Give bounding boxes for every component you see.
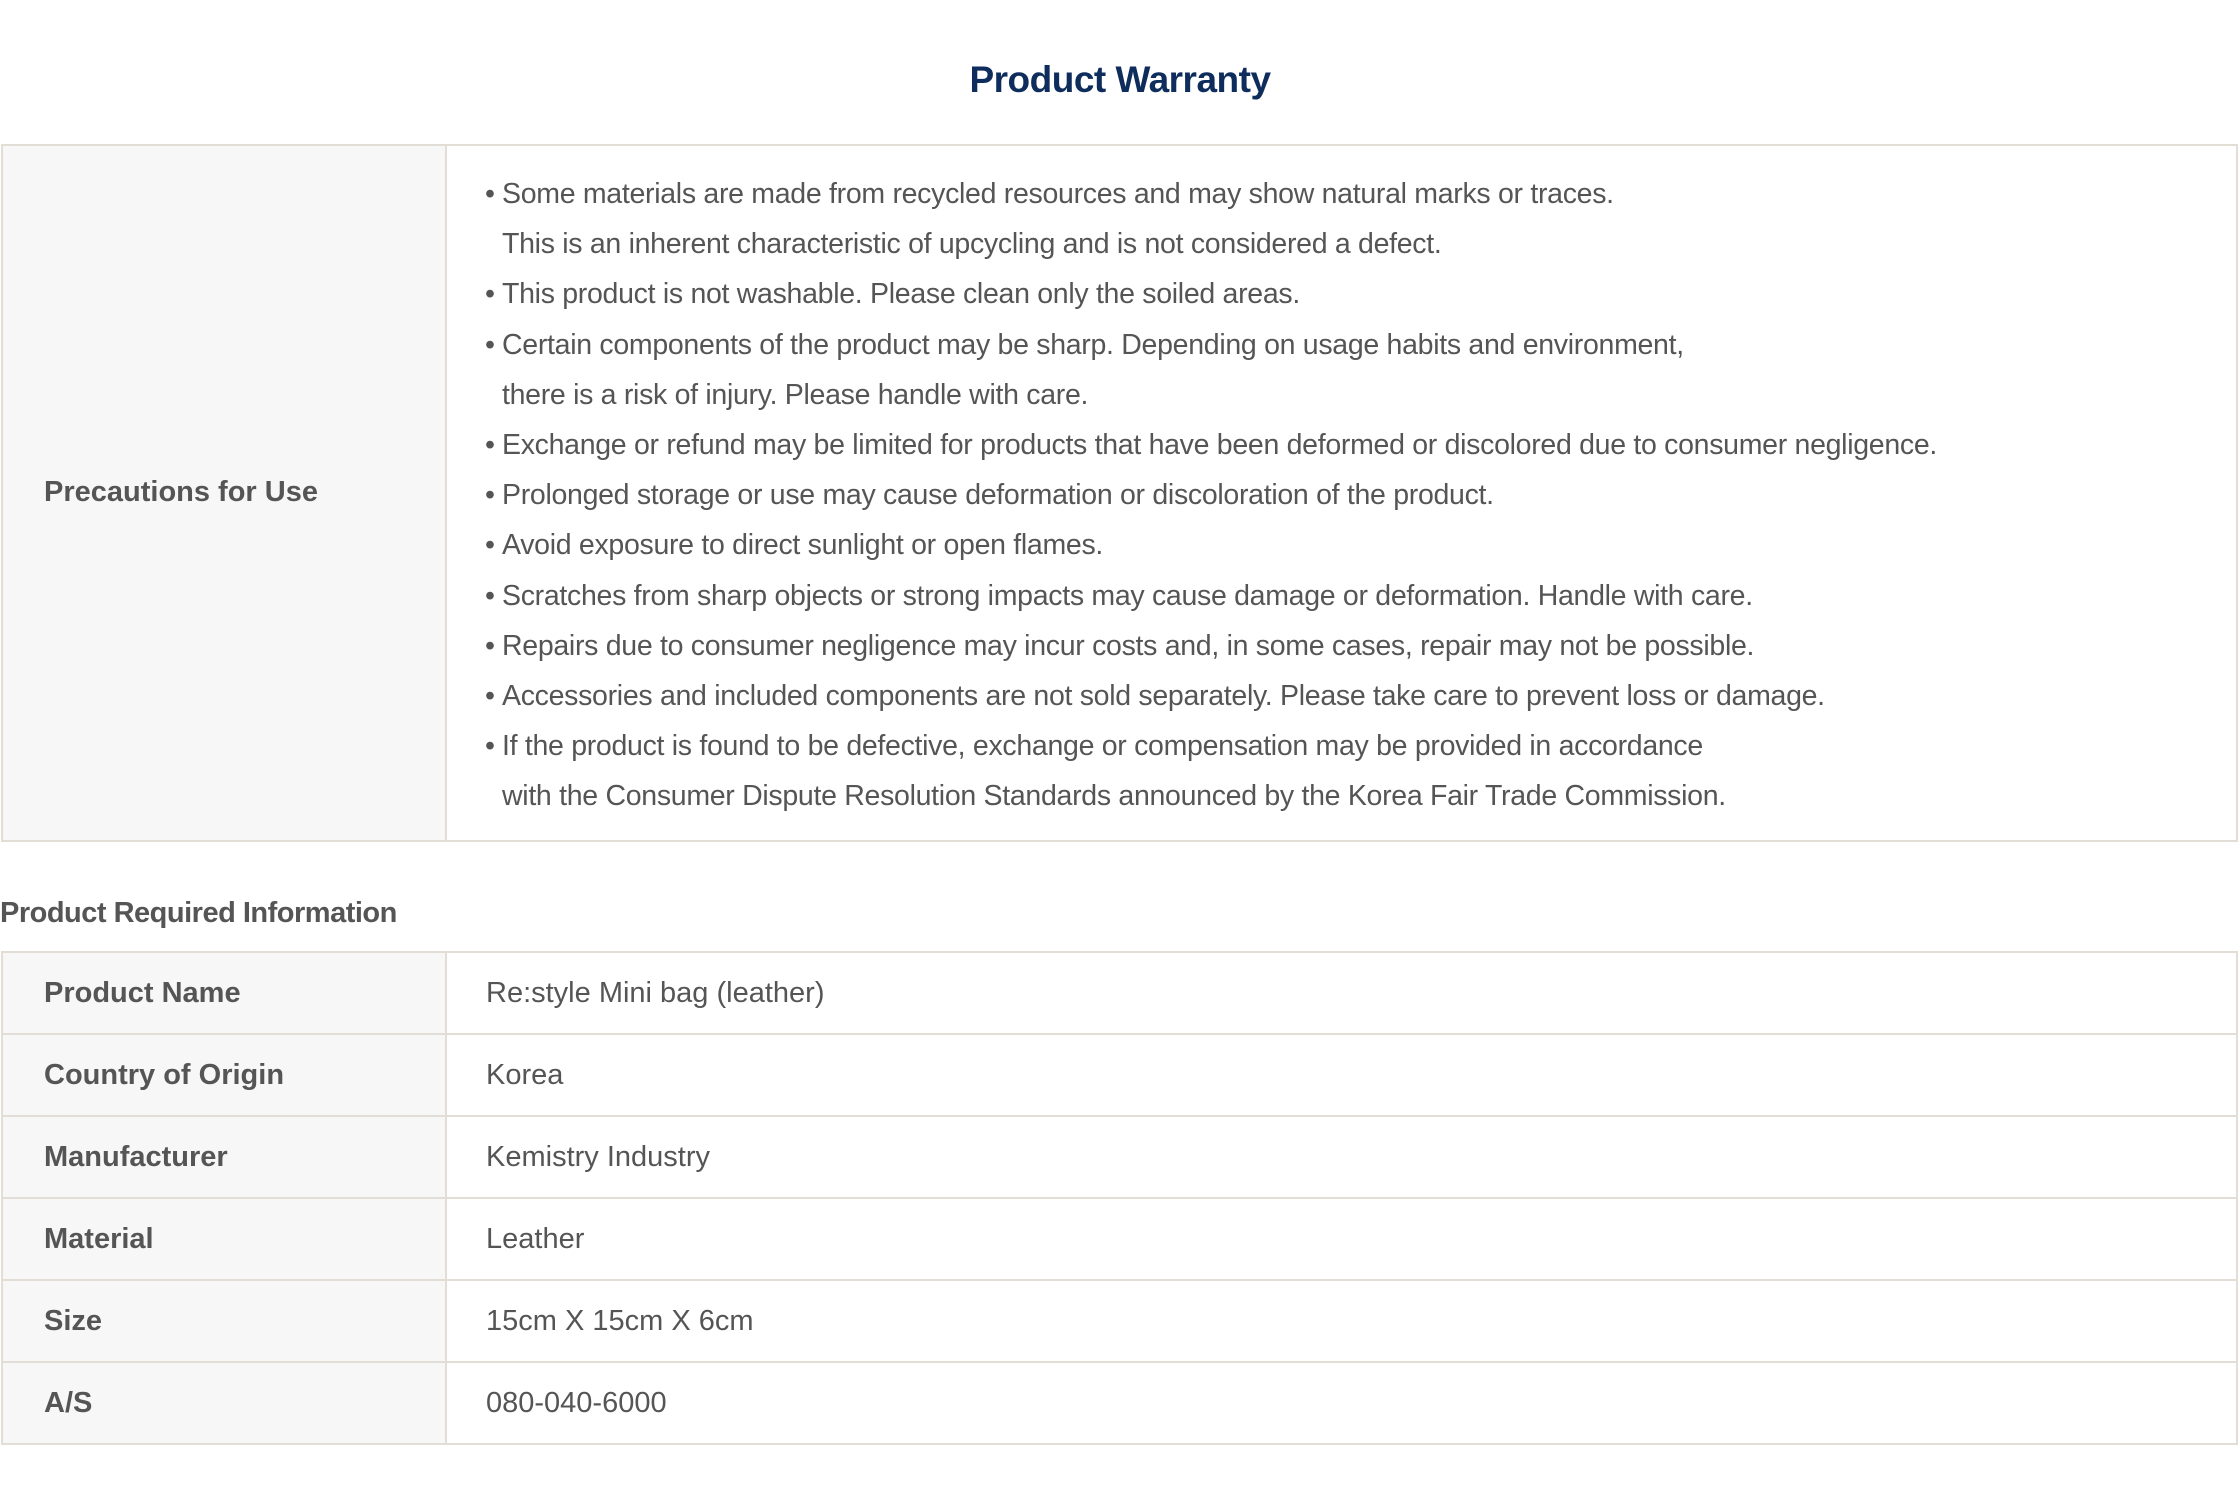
bullet-icon: • [485,278,495,311]
precaution-item: • Scratches from sharp objects or strong impacts may cause damage or deformation. Handle with care. [485,571,2196,621]
precaution-item: • If the product is found to be defective, exchange or compensation may be provided in accordance with the Consumer Dispute Resolution Standards announced by the Korea Fair Trade Commission. [485,721,2196,821]
section-title: Product Required Information [0,897,397,929]
warranty-row [2,145,2237,841]
bullet-icon: • [485,178,495,210]
bullet-icon: • [485,579,495,612]
as-phone-value: 080-040-6000 [446,1362,2237,1444]
manufacturer-label: Manufacturer [2,1116,446,1198]
page-title: Product Warranty [969,59,1271,100]
bullet-icon: • [485,429,495,462]
precaution-item: • Repairs due to consumer negligence may incur costs and, in some cases, repair may not be possible. [485,621,2196,671]
precautions-cell [446,145,2237,841]
warranty-table [1,144,2238,842]
bullet-icon: • [485,629,495,662]
precautions-list [447,146,2236,840]
product-name-label: Product Name [2,952,446,1034]
precaution-item: • Prolonged storage or use may cause deformation or discoloration of the product. [485,470,2196,520]
size-value: 15cm X 15cm X 6cm [446,1280,2237,1362]
table-row [2,1034,2237,1116]
as-label: A/S [2,1362,446,1444]
bullet-icon: • [485,680,495,713]
bullet-icon: • [485,529,495,562]
precaution-item: • This product is not washable. Please clean only the soiled areas. [485,269,2196,319]
precaution-item: • Accessories and included components are not sold separately. Please take care to prevent loss or damage. [485,671,2196,721]
manufacturer-value: Kemistry Industry [446,1116,2237,1198]
precaution-item: • Exchange or refund may be limited for products that have been deformed or discolored due to consumer negligence. [485,420,2196,470]
product-name-value: Re:style Mini bag (leather) [446,952,2237,1034]
precaution-item: • Certain components of the product may be sharp. Depending on usage habits and environment, there is a risk of injury. Please handle with care. [485,320,2196,420]
material-label: Material [2,1198,446,1280]
size-label: Size [2,1280,446,1362]
precaution-item: • Some materials are made from recycled resources and may show natural marks or traces. This is an inherent characteristic of upcycling and is not considered a defect. [485,169,2196,269]
precaution-item: • Avoid exposure to direct sunlight or open flames. [485,520,2196,570]
bullet-icon: • [485,730,495,763]
precautions-label: Precautions for Use [2,145,446,841]
bullet-icon: • [485,328,495,361]
material-value: Leather [446,1198,2237,1280]
country-of-origin-label: Country of Origin [2,1034,446,1116]
product-info-table [1,951,2238,1445]
table-row [2,1280,2237,1362]
table-row [2,952,2237,1034]
table-row [2,1198,2237,1280]
table-row [2,1116,2237,1198]
country-of-origin-value: Korea [446,1034,2237,1116]
table-row [2,1362,2237,1444]
bullet-icon: • [485,479,495,512]
